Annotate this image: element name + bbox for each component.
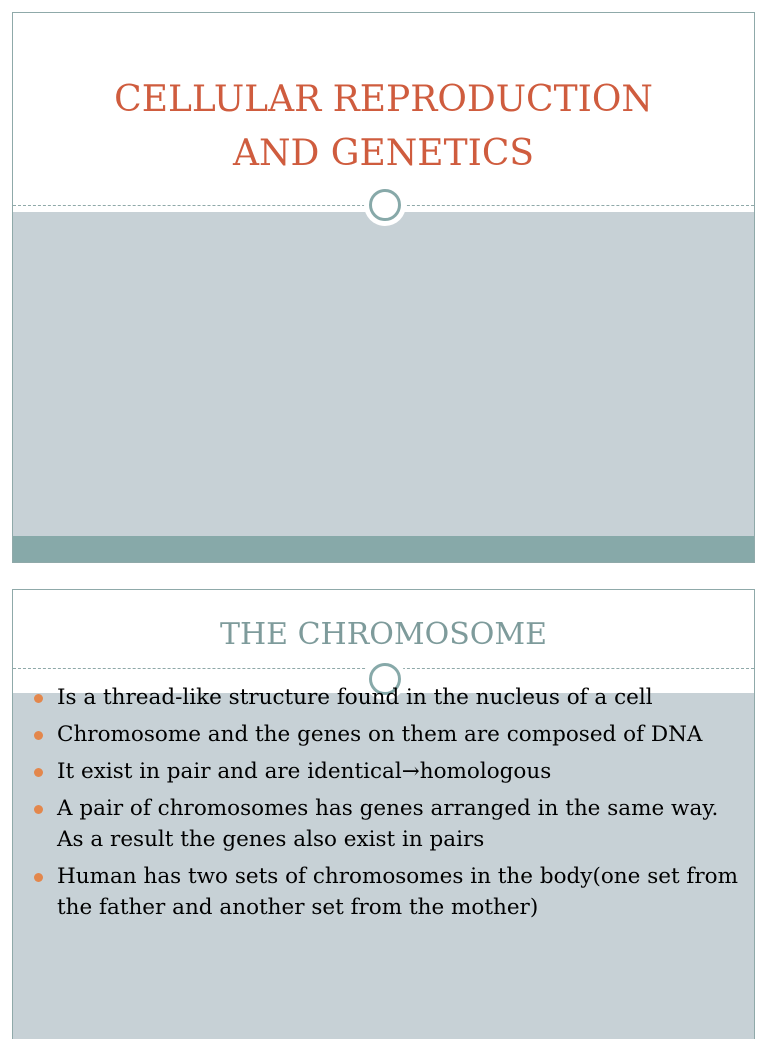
bullet-item	[33, 793, 746, 855]
title-line-1: CELLULAR REPRODUCTION	[114, 79, 653, 120]
bullet-dot-icon	[34, 731, 43, 740]
title-area	[13, 590, 754, 668]
slide-title-heading	[13, 73, 754, 181]
content-area	[13, 212, 754, 562]
title-area	[13, 13, 754, 205]
bullet-text: Human has two sets of chromosomes in the body(one set from the father and another set from the mother)	[57, 864, 738, 920]
bullet-text: A pair of chromosomes has genes arranged in the same way. As a result the genes also exist in pairs	[57, 796, 719, 852]
bullet-text: Chromosome and the genes on them are composed of DNA	[57, 722, 703, 747]
bullet-dot-icon	[34, 805, 43, 814]
slide-heading: THE CHROMOSOME	[220, 617, 547, 652]
bullet-dot-icon	[34, 694, 43, 703]
slide-title	[12, 12, 755, 563]
bullet-item	[33, 756, 746, 787]
footer-band	[13, 536, 754, 562]
bullet-item	[33, 719, 746, 750]
slide-chromosome	[12, 589, 755, 1039]
bullet-list	[33, 682, 746, 929]
bullet-text: It exist in pair and are identical→homologous	[57, 759, 552, 784]
bullet-dot-icon	[34, 873, 43, 882]
bullet-item	[33, 682, 746, 713]
ring-ornament-icon	[369, 189, 401, 221]
bullet-dot-icon	[34, 768, 43, 777]
bullet-item	[33, 861, 746, 923]
title-line-2: AND GENETICS	[232, 133, 535, 174]
bullet-text: Is a thread-like structure found in the nucleus of a cell	[57, 685, 653, 710]
